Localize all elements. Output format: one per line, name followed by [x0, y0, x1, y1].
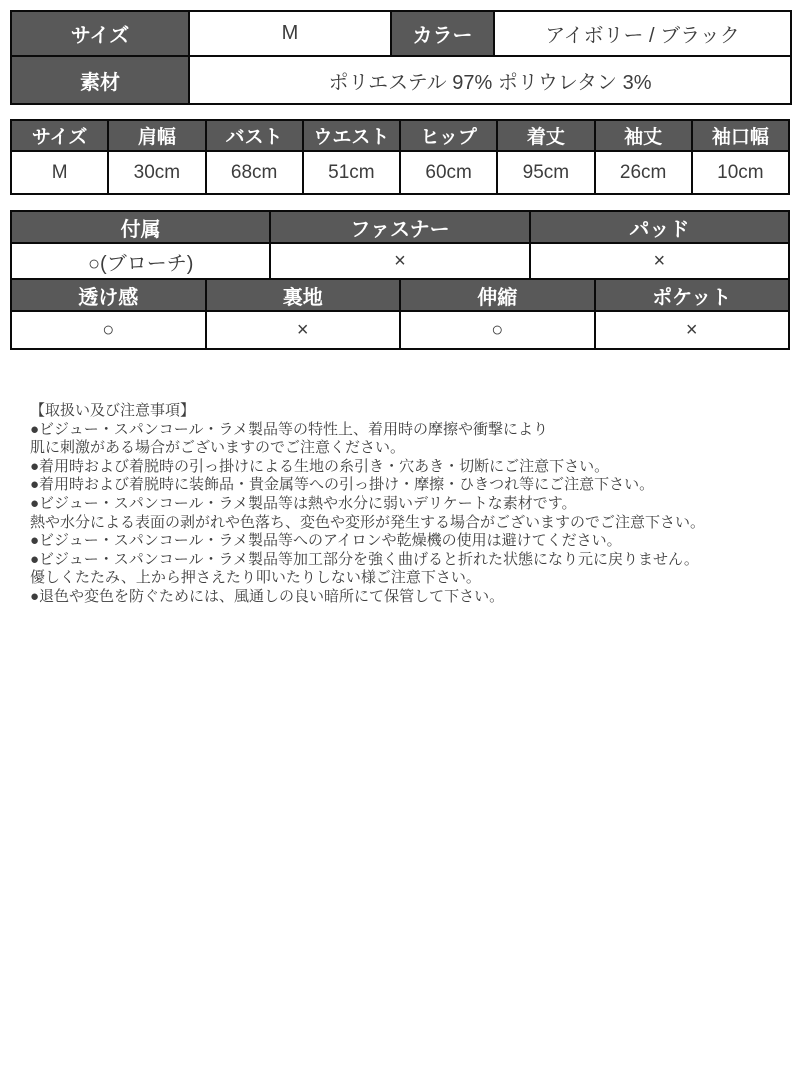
measurements-value-cell: 95cm	[497, 151, 594, 194]
accessory-value-cell: ○(ブローチ)	[11, 243, 270, 279]
features-table-a	[10, 210, 790, 280]
lining-value-cell: ×	[206, 311, 401, 349]
size-value-cell: M	[189, 11, 391, 56]
size-label-cell: サイズ	[11, 11, 189, 56]
measurements-header-cell: ウエスト	[303, 120, 400, 151]
notes-title: 【取扱い及び注意事項】	[30, 402, 196, 419]
measurements-value-cell: 51cm	[303, 151, 400, 194]
size-color-material-table	[10, 10, 792, 105]
pad-label-cell: パッド	[530, 211, 789, 243]
notes-line: 肌に刺激がある場合がございますのでご注意ください。	[30, 439, 406, 457]
measurements-header-cell: サイズ	[11, 120, 108, 151]
measurements-header-cell: ヒップ	[400, 120, 497, 151]
notes-line: ●ビジュー・スパンコール・ラメ製品等は熱や水分に弱いデリケートな素材です。	[30, 494, 577, 512]
notes-line: ●着用時および着脱時の引っ掛けによる生地の糸引き・穴あき・切断にご注意下さい。	[30, 457, 610, 475]
notes-line: ●ビジュー・スパンコール・ラメ製品等へのアイロンや乾燥機の使用は避けてください。	[30, 532, 622, 550]
fastener-value-cell: ×	[270, 243, 529, 279]
sheerness-value-cell: ○	[11, 311, 206, 349]
fastener-label-cell: ファスナー	[270, 211, 529, 243]
notes-line: 熱や水分による表面の剥がれや色落ち、変色や変形が発生する場合がございますのでご注意下さい。	[30, 513, 706, 531]
sheerness-label-cell: 透け感	[11, 279, 206, 311]
measurements-value-cell: 26cm	[595, 151, 692, 194]
accessory-label-cell: 付属	[11, 211, 270, 243]
stretch-value-cell: ○	[400, 311, 595, 349]
features-b-value-row	[11, 311, 789, 349]
notes-line: 優しくたたみ、上から押さえたり叩いたりしない様ご注意下さい。	[30, 569, 481, 587]
measurements-header-cell: バスト	[206, 120, 303, 151]
notes-line: ●着用時および着脱時に装飾品・貴金属等への引っ掛け・摩擦・ひきつれ等にご注意下さい。	[30, 476, 655, 494]
notes-line: ●ビジュー・スパンコール・ラメ製品等の特性上、着用時の摩擦や衝撃により	[30, 420, 549, 438]
color-value-cell: アイボリー / ブラック	[494, 11, 791, 56]
measurements-value-cell: M	[11, 151, 108, 194]
measurements-header-cell: 着丈	[497, 120, 594, 151]
size-color-row	[11, 11, 791, 56]
features-b-header-row	[11, 279, 789, 311]
notes-line: ●退色や変色を防ぐためには、風通しの良い暗所にて保管して下さい。	[30, 587, 505, 605]
spec-tables-container	[10, 10, 790, 350]
material-value-cell: ポリエステル 97% ポリウレタン 3%	[189, 56, 791, 104]
measurements-value-cell: 10cm	[692, 151, 789, 194]
measurements-value-cell: 60cm	[400, 151, 497, 194]
measurements-header-cell: 肩幅	[108, 120, 205, 151]
material-row	[11, 56, 791, 104]
pocket-value-cell: ×	[595, 311, 790, 349]
notes-line: ●ビジュー・スパンコール・ラメ製品等加工部分を強く曲げると折れた状態になり元に戻りません。	[30, 550, 699, 568]
measurements-header-cell: 袖丈	[595, 120, 692, 151]
color-label-cell: カラー	[391, 11, 494, 56]
material-label-cell: 素材	[11, 56, 189, 104]
measurements-table	[10, 119, 790, 195]
measurements-header-cell: 袖口幅	[692, 120, 789, 151]
lining-label-cell: 裏地	[206, 279, 401, 311]
measurements-value-cell: 30cm	[108, 151, 205, 194]
features-a-value-row	[11, 243, 789, 279]
measurements-value-cell: 68cm	[206, 151, 303, 194]
stretch-label-cell: 伸縮	[400, 279, 595, 311]
features-a-header-row	[11, 211, 789, 243]
pocket-label-cell: ポケット	[595, 279, 790, 311]
features-table-b	[10, 278, 790, 350]
measurements-value-row	[11, 151, 789, 194]
pad-value-cell: ×	[530, 243, 789, 279]
handling-notes-section	[30, 402, 790, 607]
measurements-header-row	[11, 120, 789, 151]
